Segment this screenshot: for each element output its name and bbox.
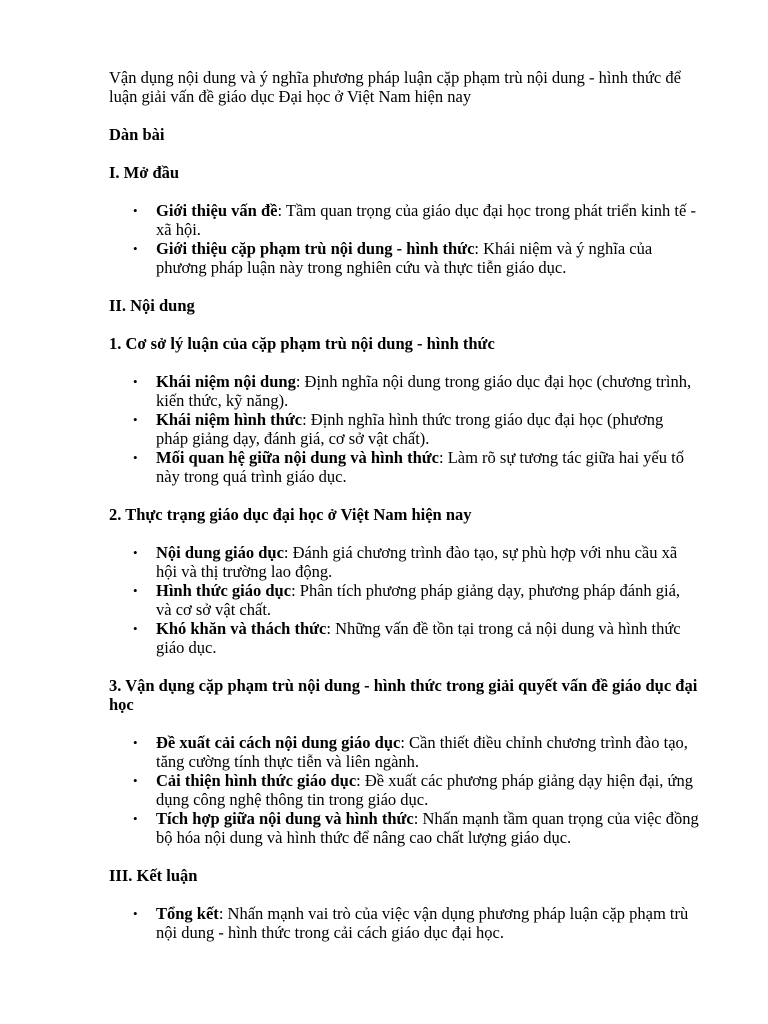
bullet-list-intro xyxy=(109,201,699,277)
bullet-icon: • xyxy=(133,241,138,256)
bullet-list-conclusion xyxy=(109,904,699,942)
bullet-icon: • xyxy=(133,773,138,788)
item-text: : Đề xuất các phương pháp giảng dạy hiện đại, ứng dụng công nghệ thông tin trong giáo dục. xyxy=(156,771,693,809)
item-text: : Cần thiết điều chỉnh chương trình đào tạo, tăng cường tính thực tiễn và liên ngành. xyxy=(156,733,688,771)
section-heading-intro: I. Mở đầu xyxy=(109,163,180,182)
list-item xyxy=(109,809,699,847)
list-item xyxy=(109,904,699,942)
section-heading-conclusion: III. Kết luận xyxy=(109,866,198,885)
item-term: Mối quan hệ giữa nội dung và hình thức xyxy=(156,448,439,467)
item-term: Tích hợp giữa nội dung và hình thức xyxy=(156,809,414,828)
outline-heading: Dàn bài xyxy=(109,125,165,144)
item-term: Đề xuất cải cách nội dung giáo dục xyxy=(156,733,401,752)
bullet-icon: • xyxy=(133,203,138,218)
list-item xyxy=(109,581,699,619)
list-item xyxy=(109,201,699,239)
bullet-icon: • xyxy=(133,545,138,560)
document-page xyxy=(109,68,699,961)
item-text: : Những vấn đề tồn tại trong cả nội dung và hình thức giáo dục. xyxy=(156,619,681,657)
item-term: Hình thức giáo dục xyxy=(156,581,292,600)
item-text: : Khái niệm và ý nghĩa của phương pháp luận này trong nghiên cứu và thực tiễn giáo dục. xyxy=(156,239,653,277)
item-text: : Phân tích phương pháp giảng dạy, phương pháp đánh giá, và cơ sở vật chất. xyxy=(156,581,681,619)
bullet-icon: • xyxy=(133,450,138,465)
section-heading-body: II. Nội dung xyxy=(109,296,195,315)
item-term: Giới thiệu cặp phạm trù nội dung - hình thức xyxy=(156,239,475,258)
subsection-heading-3: 3. Vận dụng cặp phạm trù nội dung - hình thức trong giải quyết vấn đề giáo dục đại học xyxy=(109,676,698,714)
item-text: : Định nghĩa hình thức trong giáo dục đại học (phương pháp giảng dạy, đánh giá, cơ sở vật chất). xyxy=(156,410,664,448)
bullet-icon: • xyxy=(133,374,138,389)
list-item xyxy=(109,619,699,657)
subsection-heading-1: 1. Cơ sở lý luận của cặp phạm trù nội dung - hình thức xyxy=(109,334,495,353)
item-text: : Nhấn mạnh tầm quan trọng của việc đồng bộ hóa nội dung và hình thức để nâng cao chất lượng giáo dục. xyxy=(156,809,699,847)
item-term: Khái niệm hình thức xyxy=(156,410,303,429)
bullet-icon: • xyxy=(133,412,138,427)
item-text: : Đánh giá chương trình đào tạo, sự phù hợp với nhu cầu xã hội và thị trường lao động. xyxy=(156,543,678,581)
bullet-icon: • xyxy=(133,811,138,826)
item-term: Khái niệm nội dung xyxy=(156,372,296,391)
bullet-icon: • xyxy=(133,583,138,598)
item-term: Tổng kết xyxy=(156,904,219,923)
list-item xyxy=(109,771,699,809)
item-term: Khó khăn và thách thức xyxy=(156,619,327,638)
bullet-list-part3 xyxy=(109,733,699,847)
item-term: Giới thiệu vấn đề xyxy=(156,201,278,220)
subsection-heading-2: 2. Thực trạng giáo dục đại học ở Việt Nam hiện nay xyxy=(109,505,472,524)
list-item xyxy=(109,372,699,410)
bullet-list-part1 xyxy=(109,372,699,486)
bullet-icon: • xyxy=(133,906,138,921)
list-item xyxy=(109,410,699,448)
item-text: : Tầm quan trọng của giáo dục đại học trong phát triển kinh tế - xã hội. xyxy=(156,201,696,239)
item-term: Nội dung giáo dục xyxy=(156,543,284,562)
list-item xyxy=(109,543,699,581)
list-item xyxy=(109,733,699,771)
list-item xyxy=(109,448,699,486)
list-item xyxy=(109,239,699,277)
bullet-icon: • xyxy=(133,735,138,750)
item-text: : Làm rõ sự tương tác giữa hai yếu tố này trong quá trình giáo dục. xyxy=(156,448,684,486)
item-text: : Nhấn mạnh vai trò của việc vận dụng phương pháp luận cặp phạm trù nội dung - hình thức trong cải cách giáo dục đại học. xyxy=(156,904,689,942)
bullet-icon: • xyxy=(133,621,138,636)
bullet-list-part2 xyxy=(109,543,699,657)
document-title: Vận dụng nội dung và ý nghĩa phương pháp luận cặp phạm trù nội dung - hình thức để luận giải vấn đề giáo dục Đại học ở Việt Nam hiện nay xyxy=(109,68,681,106)
item-text: : Định nghĩa nội dung trong giáo dục đại học (chương trình, kiến thức, kỹ năng). xyxy=(156,372,692,410)
item-term: Cải thiện hình thức giáo dục xyxy=(156,771,357,790)
